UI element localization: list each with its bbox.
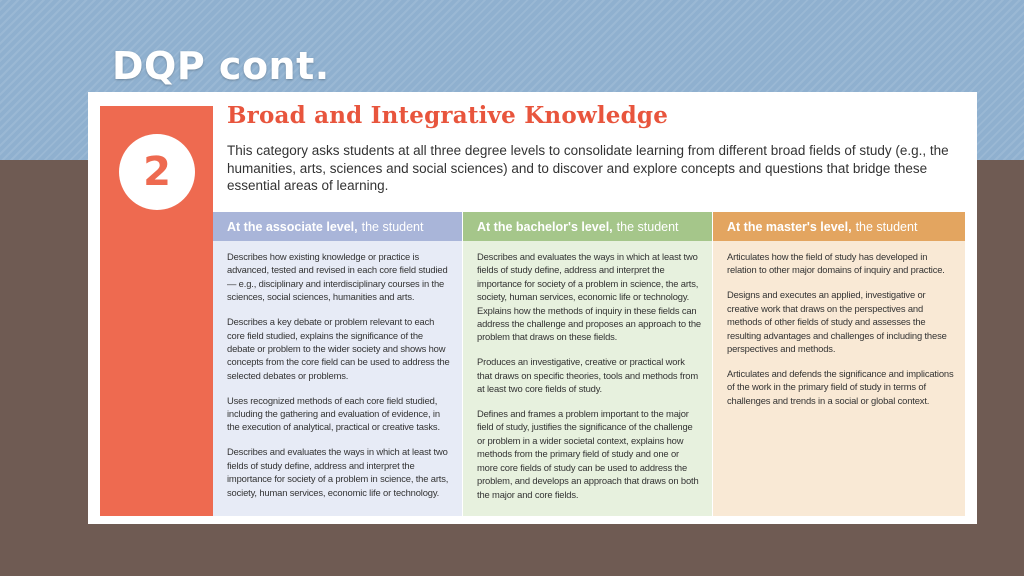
category-intro: This category asks students at all three degree levels to consolidate learning from different broad fields of study (e.g., the humanities, arts, sciences and social sciences) and to discover and explore concepts and questions that bridge these essential areas of learning.	[227, 143, 949, 193]
master-level-header	[713, 212, 965, 241]
category-heading: Broad and Integrative Knowledge	[227, 102, 669, 129]
bachelor-level-suffix: the student	[616, 219, 679, 234]
outcome-item: Describes a key debate or problem relevant to each core field studied, explains the significance of the debate or problem to the wider society and shows how concepts from the core field can be used to address the selected debates or problems.	[227, 316, 450, 381]
associate-level-suffix: the student	[361, 219, 424, 234]
slide-title: DQP cont.	[112, 44, 330, 88]
outcome-item: Articulates how the field of study has developed in relation to other major domains of inquiry and practice.	[727, 251, 945, 276]
outcome-item: Describes and evaluates the ways in which at least two fields of study define, address and interpret the importance for society of a problem in science, the arts, society, human services, economic life or technology.	[227, 446, 449, 498]
outcome-item: Designs and executes an applied, investigative or creative work that draws on the perspectives and methods of other fields of study and assesses the resulting advantages and challenges of including these perspectives and methods.	[727, 289, 947, 354]
content-panel	[88, 92, 977, 524]
outcome-item: Defines and frames a problem important to the major field of study, justifies the significance of the challenge or problem in a wider societal context, explains how methods from the primary field of study and one or more core fields of study can be used to address the problem, and develops an approach that draws on both the major and core fields.	[477, 408, 699, 500]
master-level-suffix: the student	[855, 219, 918, 234]
outcome-item: Describes and evaluates the ways in which at least two fields of study define, address and interpret the importance for society of a problem in science, the arts, society, human services, economic life or technology. Explains how the methods of inquiry in these fields can address the challenge and proposes an approach to the problem that draws on these fields.	[477, 251, 701, 343]
associate-level-header	[213, 212, 462, 241]
bachelor-level-header	[463, 212, 712, 241]
outcome-item: Articulates and defends the significance and implications of the work in the primary field of study in terms of challenges and trends in a social or global context.	[727, 367, 954, 406]
bachelor-level-column	[463, 241, 712, 516]
associate-level-label: At the associate level,	[227, 219, 358, 234]
master-level-column	[713, 241, 965, 516]
outcome-item: Uses recognized methods of each core field studied, including the gathering and evaluation of evidence, in the execution of analytical, practical or creative tasks.	[227, 394, 440, 433]
associate-level-column	[213, 241, 462, 516]
category-stripe	[100, 106, 213, 516]
outcome-item: Produces an investigative, creative or practical work that draws on specific theories, tools and methods from at least two core fields of study.	[477, 356, 699, 395]
bachelor-level-label: At the bachelor's level,	[477, 219, 613, 234]
category-number-badge: 2	[119, 134, 195, 210]
master-level-label: At the master's level,	[727, 219, 852, 234]
outcome-item: Describes how existing knowledge or practice is advanced, tested and revised in each core field studied — e.g., disciplinary and interdisciplinary courses in the sciences, social sciences, humanities and arts.	[227, 251, 448, 303]
